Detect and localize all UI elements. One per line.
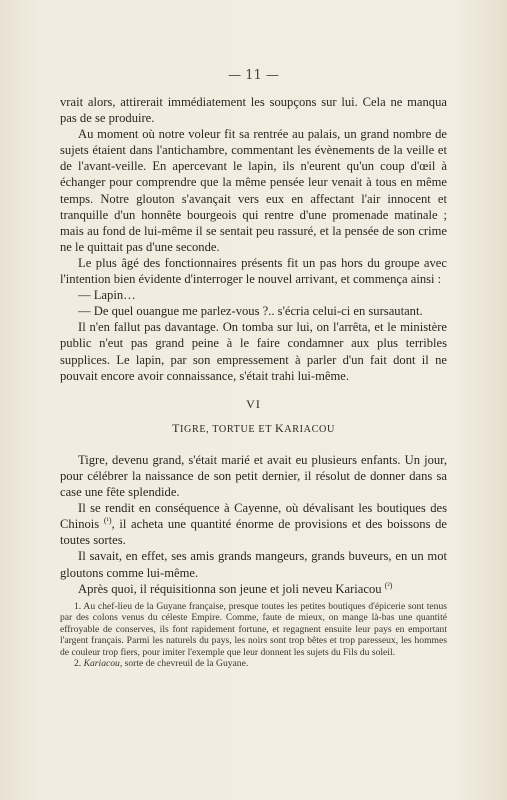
footnote	[60, 658, 447, 669]
paragraph	[60, 581, 447, 597]
paragraph: Il n'en fallut pas davantage. On tomba sur lui, on l'arrêta, et le ministère public n'eut pas grand peine à le faire condamner aux plus terribles supplices. Le lapin, par son empressement à parler d'un fait dont il ne pouvait encore avoir connaissance, s'était trahi lui-même.	[60, 320, 447, 383]
paragraph: Il savait, en effet, ses amis grands mangeurs, grands buveurs, en un mot gloutons comme lui-même.	[60, 549, 447, 580]
footnote-ref: (¹)	[103, 516, 112, 526]
dialogue-line: — De quel ouangue me parlez-vous ?.. s'écria celui-ci en sursautant.	[78, 304, 423, 319]
chapter-title-text: ARIACOU	[284, 423, 335, 435]
footnote-term: Kariacou	[83, 658, 120, 670]
footnote-number: 2.	[74, 658, 82, 670]
paragraph: Tigre, devenu grand, s'était marié et avait eu plusieurs enfants. Un jour, pour célébrer la naissance de son petit dernier, il résolut de donner dans sa case une fête splendide.	[60, 452, 447, 500]
paragraph: Le plus âgé des fonctionnaires présents fit un pas hors du groupe avec l'intention bien évidente d'interroger le nouvel arrivant, et commença ainsi :	[60, 255, 447, 287]
footnote-ref: (²)	[384, 580, 393, 590]
paragraph-text: Après quoi, il réquisitionna son jeune et joli neveu Kariacou	[78, 581, 382, 596]
footnote: 1. Au chef-lieu de la Guyane française, presque toutes les petites boutiques d'épicerie sont tenus par des colons venus du céleste Empire. Comme, faute de mieux, on mange là-bas une quantité effroyable de conserves, ils font rapidement fortune, et regagnent ensuite leur pays en emportant l'argent français. Parmi les naturels du pays, les noirs sont trop bêtes et trop paresseux, les hommes de couleur trop fiers, pour imiter l'exemple que leur donnent les sujets du Fils du soleil.	[60, 601, 447, 658]
chapter-title-cap: T	[172, 420, 180, 435]
chapter-title-cap: K	[275, 420, 285, 435]
page-number: — 11 —	[228, 68, 279, 83]
chapter-number: VI	[246, 396, 261, 411]
chapter-title	[60, 420, 447, 438]
body-text-top	[60, 94, 447, 597]
paragraph-text: , il acheta une quantité énorme de provisions et des boissons de toutes sortes.	[60, 517, 448, 548]
paragraph-text: Il se rendit en conséquence à Cayenne, où dévalisant les boutiques des Chinois	[60, 501, 447, 532]
paragraph: vrait alors, attirerait immédiatement les soupçons sur lui. Cela ne manqua pas de se produire.	[60, 95, 447, 126]
footnotes	[60, 601, 447, 669]
paragraph	[60, 500, 447, 548]
paragraph: Au moment où notre voleur fit sa rentrée au palais, un grand nombre de sujets étaient dans l'antichambre, commentant les évènements de la veille et de l'avant-veille. En apercevant le lapin, ils n'eurent qu'un coup d'œil à échanger pour comprendre que la même pensée leur venait à tous en même temps. Notre glouton s'avançait vers eux en affectant l'air innocent et tranquille d'un honnête bourgeois qui rentre d'une promenade matinale ; mais au fond de lui-même il se sentait peu rassuré, et la pensée de son crime ne le quittait pas d'une seconde.	[60, 127, 447, 254]
chapter-title-text: IGRE, TORTUE ET	[180, 423, 276, 435]
dialogue-line: — Lapin…	[78, 288, 136, 303]
footnote-text: , sorte de chevreuil de la Guyane.	[119, 658, 249, 670]
